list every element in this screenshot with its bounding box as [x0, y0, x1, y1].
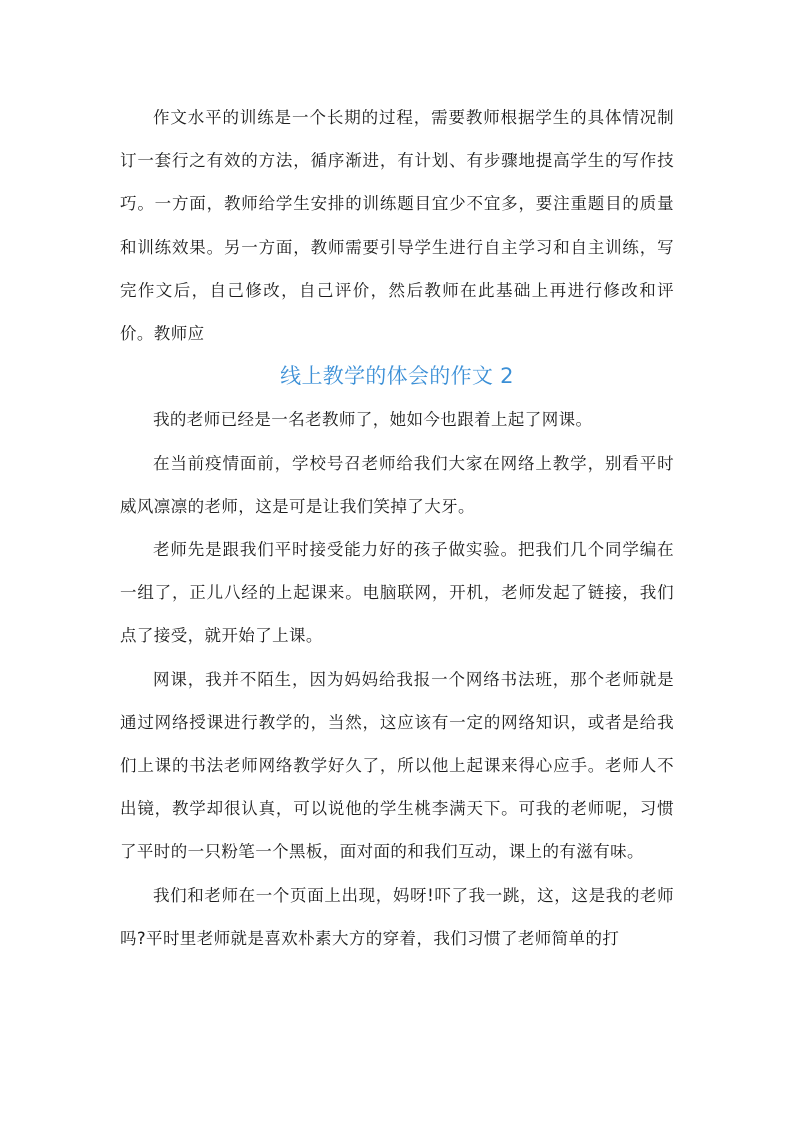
document-page	[120, 96, 674, 960]
intro-paragraph: 作文水平的训练是一个长期的过程，需要教师根据学生的具体情况制订一套行之有效的方法，循序渐进，有计划、有步骤地提高学生的写作技巧。一方面，教师给学生安排的训练题目宜少不宜多，要注重题目的质量和训练效果。另一方面，教师需要引导学生进行自主学习和自主训练，写完作文后，自己修改，自己评价，然后教师在此基础上再进行修改和评价。教师应	[120, 108, 674, 344]
paragraph-4: 网课，我并不陌生，因为妈妈给我报一个网络书法班，那个老师就是通过网络授课进行教学的，当然，这应该有一定的网络知识，或者是给我们上课的书法老师网络教学好久了，所以他上起课来得心应手。老师人不出镜，教学却很认真，可以说他的学生桃李满天下。可我的老师呢，习惯了平时的一只粉笔一个黑板，面对面的和我们互动，课上的有滋有味。	[120, 669, 674, 862]
paragraph-3: 老师先是跟我们平时接受能力好的孩子做实验。把我们几个同学编在一组了，正儿八经的上起课来。电脑联网，开机，老师发起了链接，我们点了接受，就开始了上课。	[120, 540, 674, 646]
paragraph-1: 我的老师已经是一名老教师了，她如今也跟着上起了网课。	[153, 410, 593, 430]
section-title: 线上教学的体会的作文 2	[280, 364, 514, 389]
paragraph-2: 在当前疫情面前，学校号召老师给我们大家在网络上教学，别看平时威风凛凛的老师，这是可是让我们笑掉了大牙。	[120, 453, 674, 516]
paragraph-5: 我们和老师在一个页面上出现，妈呀!吓了我一跳，这，这是我的老师吗?平时里老师就是喜欢朴素大方的穿着，我们习惯了老师简单的打	[120, 885, 674, 948]
